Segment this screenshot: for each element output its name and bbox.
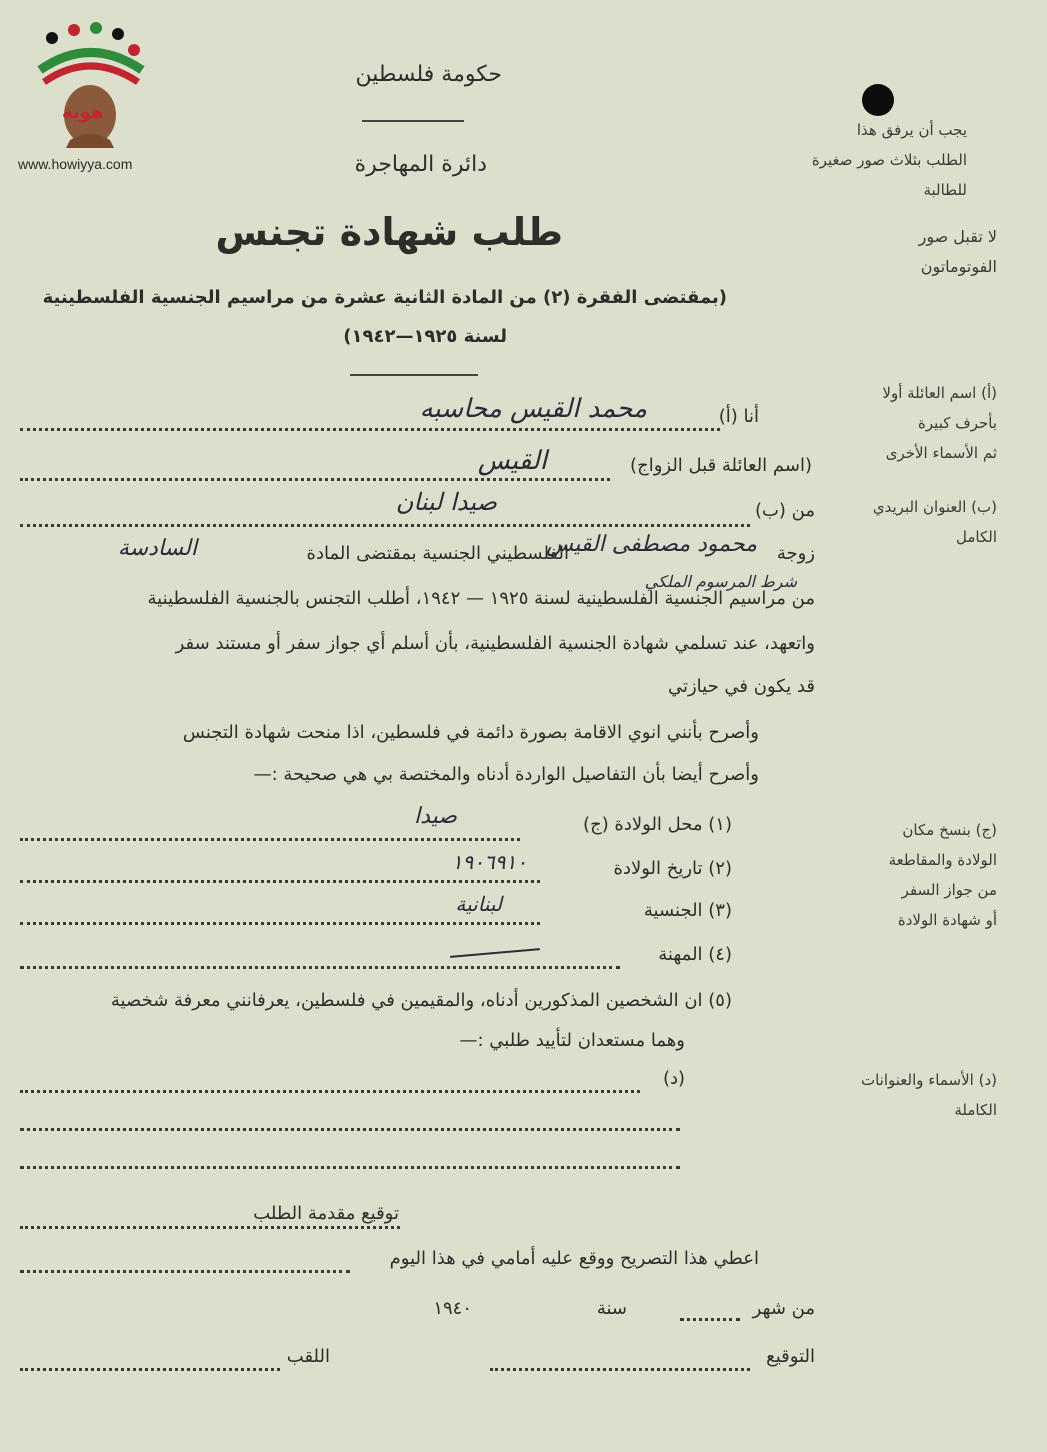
maiden-name-label: (اسم العائلة قبل الزواج) bbox=[630, 455, 812, 476]
tree-logo-icon bbox=[30, 20, 150, 155]
maiden-name-handwritten: القيس bbox=[477, 446, 547, 476]
signature-field-dots bbox=[490, 1368, 750, 1371]
referee-field-dots-3 bbox=[20, 1166, 680, 1169]
government-heading: حكومة فلسطين bbox=[355, 62, 502, 87]
birthdate-field-dots bbox=[20, 880, 540, 883]
undertake-line: واتعهد، عند تسلمي شهادة الجنسية الفلسطينية، بأن أسلم أي جواز سفر أو مستند سفر bbox=[175, 633, 815, 654]
referees-line-1: (٥) ان الشخصين المذكورين أدناه، والمقيمين في فلسطين، يعرفانني معرفة شخصية bbox=[110, 990, 732, 1011]
applicant-signature-dots bbox=[20, 1226, 400, 1229]
birthplace-handwritten: صيدا bbox=[414, 804, 457, 829]
side-note-d: (د) الأسماء والعنوانات الكاملة bbox=[860, 1071, 997, 1119]
occupation-field-dots bbox=[20, 966, 620, 969]
side-note-b: (ب) العنوان البريدي الكامل bbox=[872, 498, 997, 546]
month-label: من شهر bbox=[752, 1298, 815, 1319]
form-title: طلب شهادة تجنس bbox=[215, 210, 563, 254]
birthplace-label: (١) محل الولادة (ج) bbox=[583, 814, 732, 835]
side-note-photomaton: لا تقبل صور الفوتوماتون bbox=[918, 227, 997, 276]
article-note-handwritten: شرط المرسوم الملكي bbox=[644, 572, 797, 591]
name-field-dots bbox=[20, 428, 720, 431]
occupation-strike bbox=[450, 948, 540, 958]
signature-label: التوقيع bbox=[766, 1346, 815, 1367]
declared-before-label: اعطي هذا التصريح ووقع عليه أمامي في هذا اليوم bbox=[389, 1248, 759, 1269]
form-subtitle: (بمقتضى الفقرة (٢) من المادة الثانية عشرة من مراسيم الجنسية الفلسطينية bbox=[42, 287, 727, 308]
form-years: لسنة ١٩٢٥—١٩٤٢) bbox=[343, 326, 507, 347]
header-rule-bottom bbox=[350, 374, 478, 376]
nationality-label: (٣) الجنسية bbox=[643, 900, 732, 921]
maiden-field-dots bbox=[20, 478, 610, 481]
possession-line: قد يكون في حيازتي bbox=[667, 676, 815, 697]
punch-hole bbox=[862, 84, 894, 116]
howiyya-logo bbox=[30, 20, 150, 155]
year-value: ١٩٤٠ bbox=[433, 1298, 472, 1319]
applicant-signature-label: توقيع مقدمة الطلب bbox=[253, 1203, 399, 1224]
nationality-field-dots bbox=[20, 922, 540, 925]
nationality-handwritten: لبنانية bbox=[455, 892, 502, 916]
from-label: من (ب) bbox=[754, 500, 815, 521]
husband-handwritten: محمود مصطفى القيس bbox=[546, 532, 757, 557]
side-note-photos: يجب أن يرفق هذا الطلب بثلاث صور صغيرة للطالبة bbox=[811, 121, 967, 199]
year-label: سنة bbox=[596, 1298, 627, 1319]
declared-day-dots bbox=[20, 1270, 350, 1273]
month-field-dots bbox=[680, 1318, 740, 1321]
side-note-c: (ج) بنسخ مكان الولادة والمقاطعة من جواز السفر أو شهادة الولادة bbox=[888, 821, 997, 929]
address-field-dots bbox=[20, 524, 750, 527]
decree-line: من مراسيم الجنسية الفلسطينية لسنة ١٩٢٥ — ١٩٤٢، أطلب التجنس بالجنسية الفلسطينية bbox=[147, 588, 815, 609]
referees-line-2: وهما مستعدان لتأييد طلبي :— bbox=[459, 1030, 685, 1051]
title-label: اللقب bbox=[286, 1346, 330, 1367]
wife-label: زوجة bbox=[776, 543, 815, 564]
header-rule-top bbox=[362, 120, 464, 122]
referees-d-label: (د) bbox=[662, 1068, 685, 1089]
declare-residence-line: وأصرح بأنني انوي الاقامة بصورة دائمة في فلسطين، اذا منحت شهادة التجنس bbox=[182, 722, 759, 743]
occupation-label: (٤) المهنة bbox=[658, 944, 732, 965]
referee-field-dots-2 bbox=[20, 1128, 680, 1131]
name-label: أنا (أ) bbox=[718, 406, 759, 427]
birthplace-field-dots bbox=[20, 838, 520, 841]
birthdate-handwritten: ١٩٠٦٩١٠ bbox=[451, 850, 527, 874]
address-handwritten: صيدا لبنان bbox=[395, 488, 497, 516]
declare-details-line: وأصرح أيضا بأن التفاصيل الواردة أدناه والمختصة بي هي صحيحة :— bbox=[253, 764, 759, 785]
title-field-dots bbox=[20, 1368, 280, 1371]
name-handwritten: محمد القيس محاسبه bbox=[419, 394, 647, 424]
department-heading: دائرة المهاجرة bbox=[354, 152, 487, 177]
logo-text: هوية bbox=[62, 102, 104, 123]
article-handwritten: السادسة bbox=[117, 536, 197, 561]
referee-field-dots-1 bbox=[20, 1090, 640, 1093]
wife-text: الفلسطيني الجنسية بمقتضى المادة bbox=[306, 543, 569, 564]
side-note-a: (أ) اسم العائلة أولا بأحرف كبيرة ثم الأسماء الأخرى bbox=[882, 384, 997, 462]
birthdate-label: (٢) تاريخ الولادة bbox=[613, 858, 732, 879]
watermark-url: www.howiyya.com bbox=[18, 156, 133, 172]
